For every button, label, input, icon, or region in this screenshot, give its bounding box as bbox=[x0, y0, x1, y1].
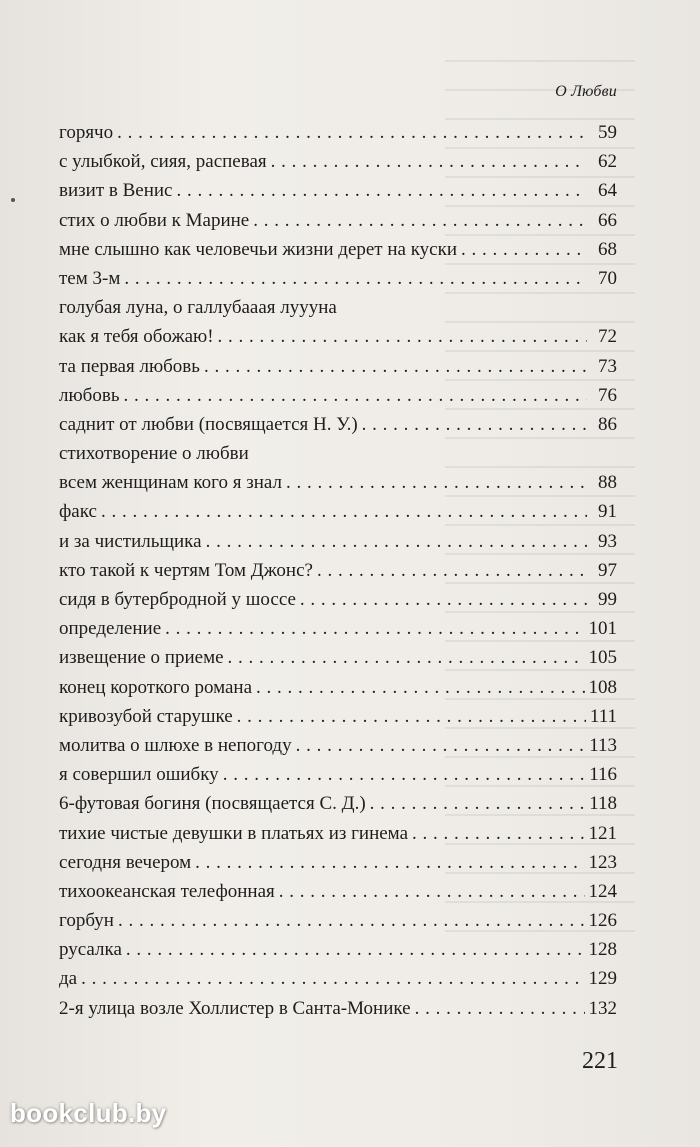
toc-entry-page: 132 bbox=[588, 997, 617, 1019]
toc-entry bbox=[59, 118, 617, 147]
dot-leader bbox=[461, 235, 587, 264]
toc-entry-title: горбун bbox=[59, 910, 114, 932]
toc-entry-title: да bbox=[59, 968, 78, 990]
toc-entry bbox=[59, 206, 617, 235]
dot-leader bbox=[362, 410, 587, 439]
toc-entry bbox=[59, 964, 617, 993]
toc-entry-title: стих о любви к Марине bbox=[59, 209, 250, 231]
toc-entry bbox=[59, 994, 617, 1023]
dot-leader bbox=[123, 381, 587, 410]
toc-entry bbox=[59, 352, 617, 381]
toc-entry-title: конец короткого романа bbox=[59, 676, 253, 698]
toc-entry-page: 116 bbox=[589, 764, 617, 786]
dot-leader bbox=[204, 352, 587, 381]
toc-entry bbox=[59, 819, 617, 848]
dot-leader bbox=[237, 702, 586, 731]
toc-entry-page: 99 bbox=[598, 589, 617, 610]
toc-entry bbox=[59, 439, 617, 468]
toc-entry bbox=[59, 643, 617, 672]
toc-entry-page: 72 bbox=[598, 326, 617, 348]
dot-leader bbox=[223, 760, 586, 789]
toc-entry-title: саднит от любви (посвящается Н. У.) bbox=[59, 413, 358, 435]
toc-entry-title: стихотворение о любви bbox=[59, 443, 249, 465]
toc-entry-title: 2-я улица возле Холлистер в Санта-Монике bbox=[59, 997, 411, 1019]
toc-entry bbox=[59, 527, 617, 556]
dot-leader bbox=[228, 643, 585, 672]
toc-entry-title: извещение о приеме bbox=[59, 647, 224, 669]
dot-leader bbox=[317, 556, 587, 585]
toc-entry bbox=[59, 264, 617, 293]
toc-entry-page: 113 bbox=[589, 734, 617, 756]
dot-leader bbox=[81, 964, 584, 993]
toc-entry-page: 105 bbox=[588, 647, 617, 669]
toc-entry-page: 101 bbox=[588, 618, 617, 640]
dot-leader bbox=[296, 731, 586, 760]
toc-entry-page: 62 bbox=[598, 151, 617, 173]
toc-entry bbox=[59, 293, 617, 322]
toc-entry-title: любовь bbox=[59, 384, 120, 406]
dot-leader bbox=[256, 673, 584, 702]
toc-entry bbox=[59, 410, 617, 439]
toc-entry-page: 129 bbox=[588, 968, 617, 990]
dot-leader bbox=[101, 497, 587, 526]
table-of-contents bbox=[59, 118, 617, 1023]
dot-leader bbox=[117, 118, 587, 147]
toc-entry-page: 97 bbox=[598, 559, 617, 581]
toc-entry bbox=[59, 789, 617, 818]
toc-entry-title: и за чистильщика bbox=[59, 530, 202, 552]
toc-entry-page: 59 bbox=[598, 122, 617, 143]
dot-leader bbox=[206, 527, 587, 556]
toc-entry-title: как я тебя обожаю! bbox=[59, 326, 214, 348]
toc-entry bbox=[59, 381, 617, 410]
toc-entry-page: 86 bbox=[598, 413, 617, 435]
toc-entry bbox=[59, 176, 617, 205]
site-watermark: bookclub.by bbox=[10, 1098, 167, 1128]
toc-entry-page: 64 bbox=[598, 180, 617, 202]
dot-leader bbox=[415, 994, 585, 1023]
toc-entry-page: 76 bbox=[598, 384, 617, 406]
toc-entry-page: 91 bbox=[598, 501, 617, 523]
toc-entry bbox=[59, 147, 617, 176]
toc-entry-title: кто такой к чертям Том Джонс? bbox=[59, 559, 313, 581]
toc-entry-title: сегодня вечером bbox=[59, 851, 192, 873]
toc-entry-title: с улыбкой, сияя, распевая bbox=[59, 151, 267, 173]
toc-entry-page: 70 bbox=[598, 267, 617, 289]
toc-entry bbox=[59, 935, 617, 964]
toc-entry-page: 121 bbox=[588, 822, 617, 844]
toc-entry bbox=[59, 556, 617, 585]
toc-entry-title: молитва о шлюхе в непогоду bbox=[59, 734, 292, 756]
toc-entry-title: тихие чистые девушки в платьях из гинема bbox=[59, 822, 409, 844]
toc-entry-title: кривозубой старушке bbox=[59, 705, 233, 727]
toc-entry-title: голубая луна, о галлубааая луууна bbox=[59, 297, 337, 319]
dot-leader bbox=[176, 176, 587, 205]
toc-entry-title: 6-футовая богиня (посвящается С. Д.) bbox=[59, 793, 366, 815]
toc-entry-title: тихоокеанская телефонная bbox=[59, 880, 275, 902]
toc-entry-title: визит в Венис bbox=[59, 180, 173, 202]
toc-entry-title: та первая любовь bbox=[59, 355, 200, 377]
toc-entry bbox=[59, 235, 617, 264]
running-head: О Любви bbox=[555, 83, 617, 100]
toc-entry-title: я совершил ошибку bbox=[59, 764, 219, 786]
dot-leader bbox=[126, 935, 585, 964]
toc-entry-page: 88 bbox=[598, 472, 617, 494]
toc-entry-title: горячо bbox=[59, 122, 114, 143]
toc-entry bbox=[59, 322, 617, 351]
toc-entry-page: 118 bbox=[589, 793, 617, 815]
dot-leader bbox=[165, 614, 584, 643]
dot-leader bbox=[271, 147, 587, 176]
toc-entry-page: 123 bbox=[588, 851, 617, 873]
toc-entry-page: 126 bbox=[588, 910, 617, 932]
toc-entry-page: 93 bbox=[598, 530, 617, 552]
toc-entry-page: 108 bbox=[588, 676, 617, 698]
dot-leader bbox=[412, 819, 584, 848]
toc-entry bbox=[59, 906, 617, 935]
toc-entry-title: русалка bbox=[59, 939, 122, 961]
dot-leader bbox=[118, 906, 585, 935]
dot-leader bbox=[195, 848, 584, 877]
toc-entry bbox=[59, 760, 617, 789]
toc-entry bbox=[59, 673, 617, 702]
dot-leader bbox=[218, 322, 587, 351]
toc-entry-page: 66 bbox=[598, 209, 617, 231]
page-number: 221 bbox=[582, 1048, 618, 1074]
toc-entry-page: 111 bbox=[589, 705, 617, 727]
toc-entry-page: 73 bbox=[598, 355, 617, 377]
toc-entry bbox=[59, 877, 617, 906]
toc-entry-title: всем женщинам кого я знал bbox=[59, 472, 282, 494]
toc-entry-title: мне слышно как человечьи жизни дерет на куски bbox=[59, 238, 458, 260]
toc-entry-title: тем 3-м bbox=[59, 267, 121, 289]
toc-entry-title: определение bbox=[59, 618, 162, 640]
toc-entry-title: факс bbox=[59, 501, 97, 523]
toc-entry bbox=[59, 731, 617, 760]
dot-leader bbox=[124, 264, 587, 293]
toc-entry bbox=[59, 702, 617, 731]
dot-leader bbox=[286, 468, 587, 497]
toc-entry-page: 128 bbox=[588, 939, 617, 961]
ink-speck bbox=[11, 198, 15, 202]
toc-entry-page: 124 bbox=[588, 880, 617, 902]
dot-leader bbox=[253, 206, 587, 235]
dot-leader bbox=[370, 789, 586, 818]
dot-leader bbox=[300, 585, 587, 614]
toc-entry bbox=[59, 497, 617, 526]
toc-entry bbox=[59, 848, 617, 877]
dot-leader bbox=[279, 877, 585, 906]
toc-entry bbox=[59, 585, 617, 614]
toc-entry bbox=[59, 468, 617, 497]
toc-entry-page: 68 bbox=[598, 238, 617, 260]
toc-entry-title: сидя в бутербродной у шоссе bbox=[59, 589, 296, 610]
toc-entry bbox=[59, 614, 617, 643]
